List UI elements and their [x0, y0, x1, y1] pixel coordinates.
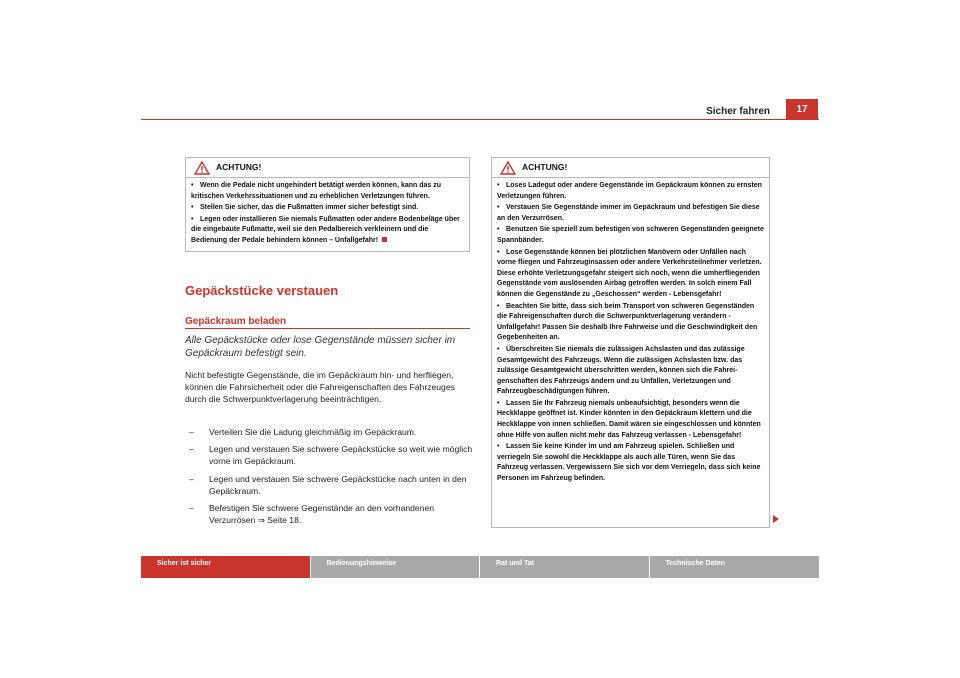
warning-item: • Benutzen Sie speziell zum befestigen von schweren Gegenständen geeignete Spannbänder.	[497, 226, 764, 244]
warning-item: • Stellen Sie sicher, das die Fußmatten immer sicher befestigt sind.	[191, 204, 419, 212]
continue-arrow-icon[interactable]	[773, 515, 779, 523]
warning-item: • Lassen Sie Ihr Fahrzeug niemals unbeaufsichtigt, besonders wenn die Heckklappe geöffnet ist. Kinder könnten in den Gepäckraum klettern und die Heckklappe von innen schließen. Damit wären sie eingeschlossen und könnten ohne Hilfe von außen nicht mehr das Fahrzeug verlassen - Lebensgefahr!	[497, 399, 761, 439]
instruction-step: – Legen und verstauen Sie schwere Gepäckstücke nach unten in den Gepäckraum.	[189, 473, 467, 496]
warning-box-luggage	[491, 157, 770, 528]
warning-item: • Legen oder installieren Sie niemals Fußmatten oder andere Bodenbeläge über die eingebaute Fußmatte, weil sie den Pedalbereich verkleinern und die Bedienung der Pedale behindern können – Unfallgefahr!	[191, 215, 460, 244]
warning-triangle-icon	[500, 161, 516, 175]
page-number: 17	[786, 99, 818, 119]
section-title: Sicher fahren	[706, 106, 770, 117]
warning-label: ACHTUNG!	[522, 162, 568, 172]
tab-technische-daten[interactable]: Technische Daten	[650, 556, 820, 578]
warning-item: • Lose Gegenstände können bei plötzlichen Manövern oder Unfällen nach vorne fliegen und Fahrzeuginsassen oder andere Verkehrsteilnehmer verletzen. Diese erhöhte Verletzungsgefahr steigert sich noch, wenn die umherfliegenden Gegenstände vom auslösenden Airbag getroffen werden. In solch einem Fall können die Gegenstände zu „Geschossen“ werden - Lebensgefahr!	[497, 248, 762, 298]
header-rule	[141, 119, 819, 120]
subsection-rule	[185, 328, 470, 329]
tab-sicher-ist-sicher[interactable]: Sicher ist sicher	[141, 556, 311, 578]
instruction-step: – Legen und verstauen Sie schwere Gepäckstücke so weit wie möglich vorne im Gepäckraum.	[189, 444, 473, 467]
tab-rat-und-tat[interactable]: Rat und Tat	[480, 556, 650, 578]
warning-header	[186, 158, 469, 178]
subsection-heading: Gepäckraum beladen	[185, 316, 287, 327]
lead-paragraph: Alle Gepäckstücke oder lose Gegenstände müssen sicher im Gepäckraum befestigt sein.	[185, 335, 456, 359]
body-paragraph: Nicht befestigte Gegenstände, die im Gepäckraum hin- und herfliegen, können die Fahrsicherheit oder die Fahreigenschaften des Fahrzeuges durch die Schwerpunktverlagerung beeinträchtigen.	[185, 370, 455, 405]
warning-item: • Überschreiten Sie niemals die zulässigen Achslasten und das zulässige Gesamtgewicht des Fahrzeugs. Wenn die zulässigen Achslasten bzw. das zulässige Gesamtgewicht überschritten werden, können sich die Fahreigenschaften des Fahrzeugs ändern und zu Unfällen, Verletzungen und Fahrzeugbeschädigungen führen.	[497, 345, 745, 396]
end-of-section-icon	[382, 237, 387, 242]
instruction-list	[185, 426, 475, 531]
warning-header	[492, 158, 769, 178]
instruction-step: – Befestigen Sie schwere Gegenstände an den vorhandenen Verzurrösen ⇒ Seite 18.	[189, 503, 435, 526]
footer-nav	[141, 556, 819, 578]
warning-box-pedals	[185, 157, 470, 252]
instruction-step: – Verteilen Sie die Ladung gleichmäßig im Gepäckraum.	[189, 427, 417, 437]
warning-item: • Loses Ladegut oder andere Gegenstände im Gepäckraum können zu ernsten Verletzungen führen.	[497, 182, 762, 200]
warning-item: • Lassen Sie keine Kinder im und am Fahrzeug spielen. Schließen und verriegeln Sie sowohl die Heckklappe als auch alle Türen, wenn Sie das Fahrzeug verlassen. Vergewissern Sie sich vor dem Verriegeln, dass sich keine Personen im Fahrzeug befinden.	[497, 443, 761, 483]
warning-item: • Verstauen Sie Gegenstände immer im Gepäckraum und befestigen Sie diese an den Verzurrösen.	[497, 204, 760, 222]
warning-triangle-icon	[194, 161, 210, 175]
tab-bedienungshinweise[interactable]: Bedienungshinweise	[311, 556, 481, 578]
warning-item: • Wenn die Pedale nicht ungehindert betätigt werden können, kann das zu kritischen Verkehrssituationen und zu erheblichen Verletzungen führen.	[191, 182, 442, 200]
section-heading: Gepäckstücke verstauen	[185, 283, 339, 298]
warning-item: • Beachten Sie bitte, dass sich beim Transport von schweren Gegenständen die Fahreigenschaften durch die Schwerpunktverlagerung verändern - Unfallgefahr! Passen Sie deshalb Ihre Fahrweise und die Geschwindigkeit den Gegebenheiten an.	[497, 302, 758, 342]
warning-label: ACHTUNG!	[216, 162, 262, 172]
